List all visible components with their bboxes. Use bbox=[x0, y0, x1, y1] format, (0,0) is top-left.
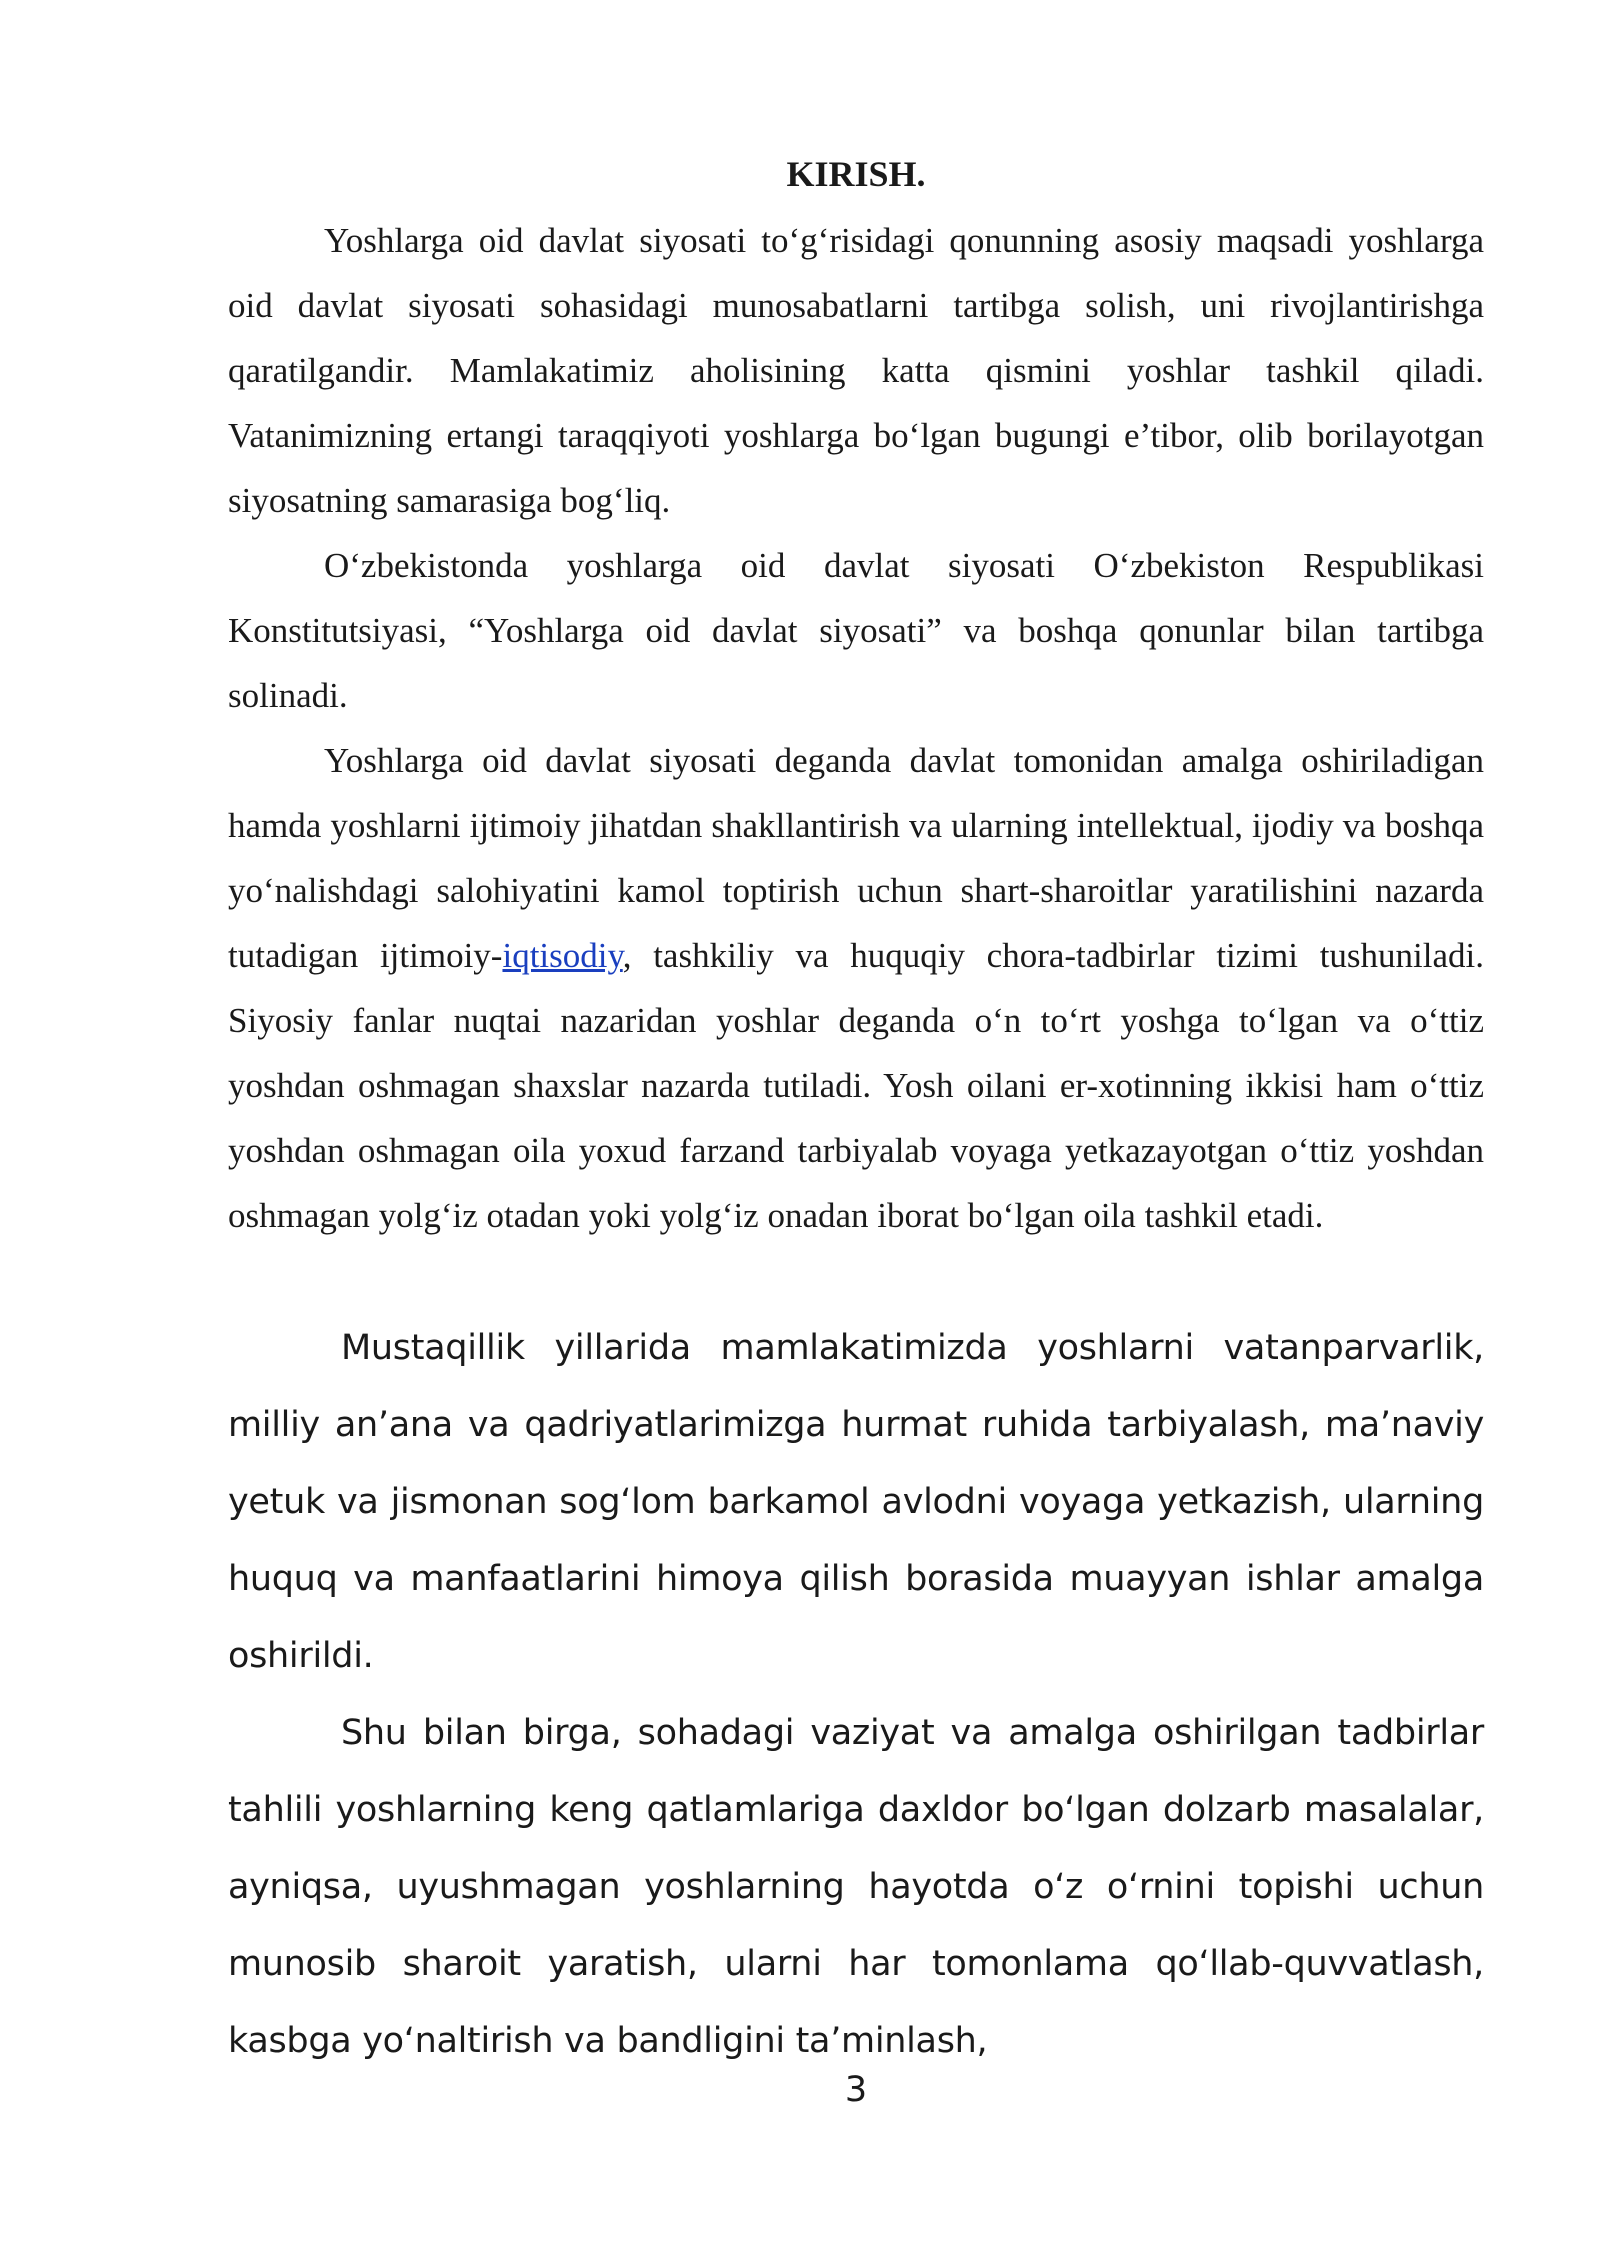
paragraph-2: O‘zbekistonda yoshlarga oid davlat siyosati O‘zbekiston Respublikasi Konstitutsiyasi, “Yoshlarga oid davlat siyosati” va boshqa qonunlar bilan tartibga solinadi. bbox=[228, 546, 1484, 715]
paragraph-5: Shu bilan birga, sohadagi vaziyat va amalga oshirilgan tadbirlar tahlili yoshlarning keng qatlamlariga daxldor bo‘lgan dolzarb masalalar, ayniqsa, uyushmagan yoshlarning hayotda o‘z o‘rnini topishi uchun munosib sharoit yaratish, ularni har tomonlama qo‘llab-quvvatlash, kasbga yo‘naltirish va bandligini ta’minlash, bbox=[228, 1713, 1484, 2061]
sans-text-block bbox=[228, 1310, 1484, 2080]
iqtisodiy-link[interactable]: iqtisodiy bbox=[502, 936, 623, 975]
page-number: 3 bbox=[844, 2070, 868, 2110]
paragraph-3 bbox=[228, 728, 1484, 1248]
document-title: KIRISH. bbox=[786, 154, 926, 194]
paragraph-3-text-start: Yoshlarga oid davlat siyosati deganda davlat tomonidan amalga oshiriladigan hamda yoshlarni ijtimoiy jihatdan shakllantirish va ularning intellektual, ijodiy va boshqa yo‘nalishdagi salohiyatini kamol toptirish uchun shart-sharoitlar yaratilishini nazarda tutadigan ijtimoiy- bbox=[228, 741, 1484, 975]
paragraph-4: Mustaqillik yillarida mamlakatimizda yoshlarni vatanparvarlik, milliy an’ana va qadriyatlarimizga hurmat ruhida tarbiyalash, ma’naviy yetuk va jismonan sog‘lom barkamol avlodni voyaga yetkazish, ularning huquq va manfaatlarini himoya qilish borasida muayyan ishlar amalga oshirildi. bbox=[228, 1328, 1484, 1676]
paragraph-3-text-end: , tashkiliy va huquqiy chora-tadbirlar tizimi tushuniladi. Siyosiy fanlar nuqtai nazaridan yoshlar deganda o‘n to‘rt yoshga to‘lgan va o‘ttiz yoshdan oshmagan shaxslar nazarda tutiladi. Yosh oilani er-xotinning ikkisi ham o‘ttiz yoshdan oshmagan oila yoxud farzand tarbiyalab voyaga yetkazayotgan o‘ttiz yoshdan oshmagan yolg‘iz otadan yoki yolg‘iz onadan iborat bo‘lgan oila tashkil etadi. bbox=[228, 936, 1484, 1235]
paragraph-1: Yoshlarga oid davlat siyosati to‘g‘risidagi qonunning asosiy maqsadi yoshlarga oid davlat siyosati sohasidagi munosabatlarni tartibga solish, uni rivojlantirishga qaratilgandir. Mamlakatimiz aholisining katta qismini yoshlar tashkil qiladi. Vatanimizning ertangi taraqqiyoti yoshlarga bo‘lgan bugungi e’tibor, olib borilayotgan siyosatning samarasiga bog‘liq. bbox=[228, 221, 1484, 520]
serif-text-block bbox=[228, 208, 1484, 1248]
